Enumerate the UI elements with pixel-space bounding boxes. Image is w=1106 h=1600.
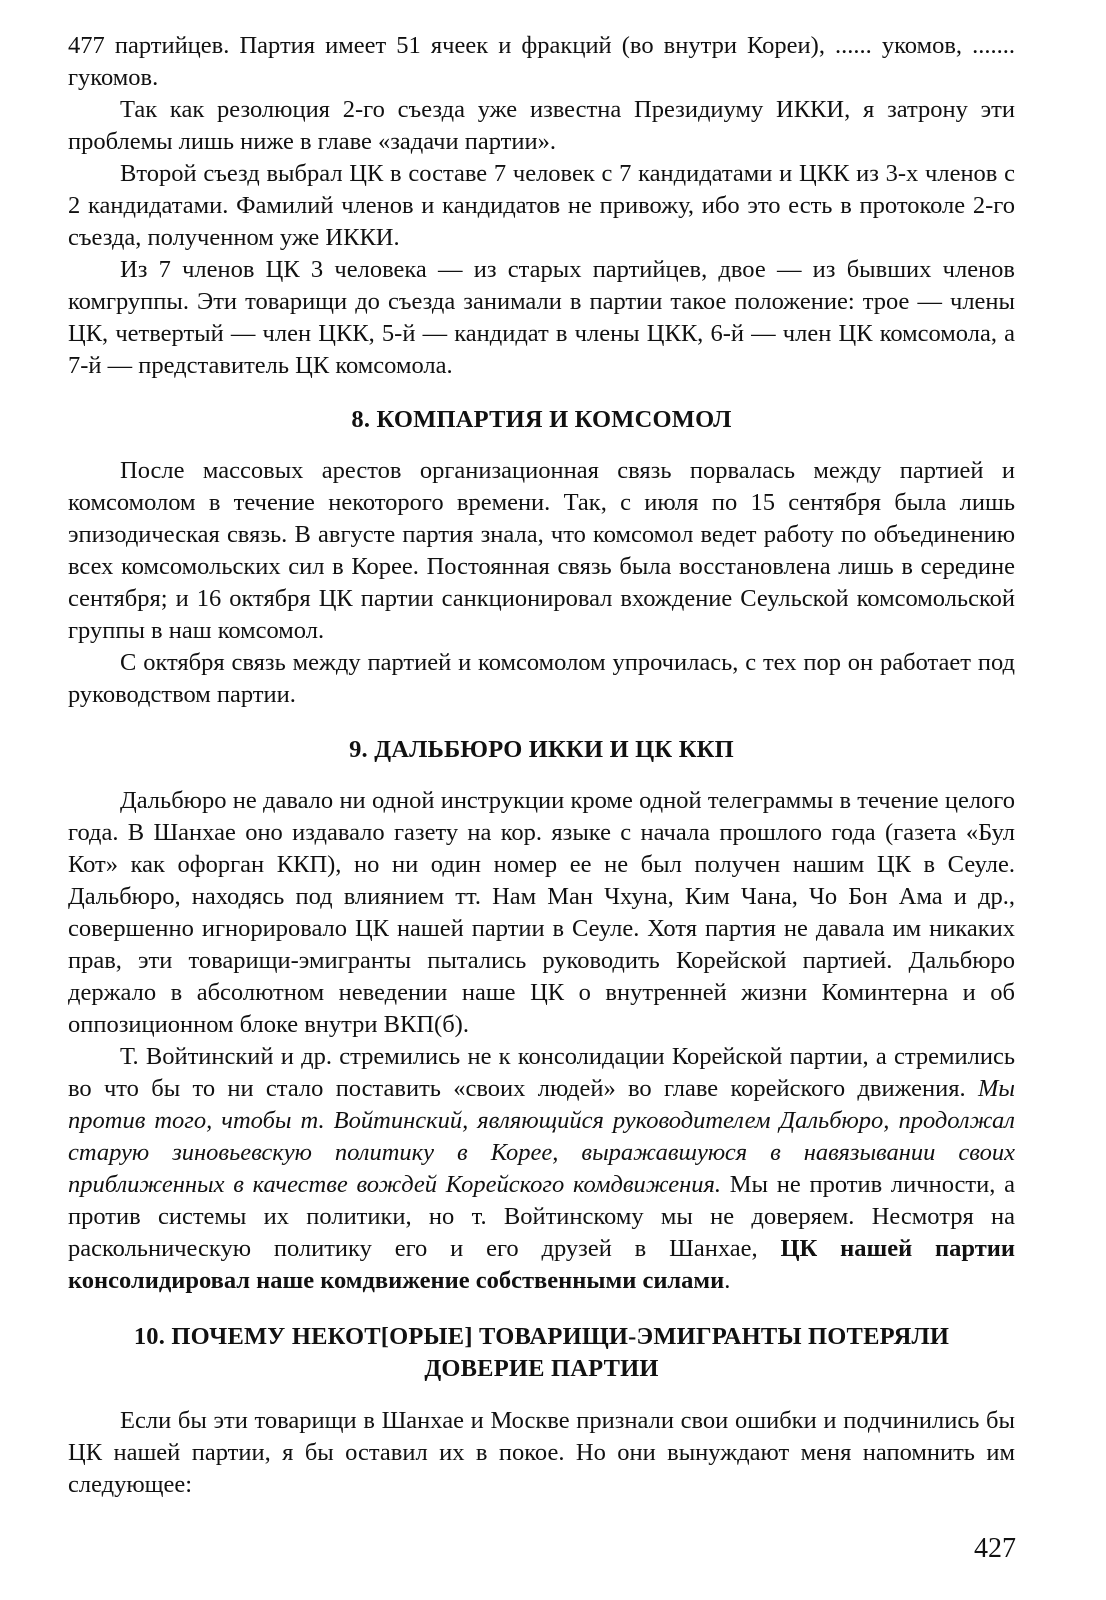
page-number: 427 [974, 1533, 1016, 1564]
paragraph-cc-members: Из 7 членов ЦК 3 человека — из старых партийцев, двое — из бывших членов комгруппы. Эти товарищи до съезда занимали в партии такое положение: трое — члены ЦК, четвертый — член ЦКК, 5-й — кандидат в члены ЦКК, 6-й — член ЦК комсомола, а 7-й — представитель ЦК комсомола. [68, 256, 1015, 379]
voitinsky-bold-text: ЦК нашей партии консолидировал наше комдвижение собственными силами [68, 1235, 1015, 1294]
paragraph-arrests-link: После массовых арестов организационная связь порвалась между партией и комсомолом в течение некоторого времени. Так, с июля по 15 сентября была лишь эпизодическая связь. В августе партия знала, что комсомол ведет работу по объединению всех комсомольских сил в Корее. Постоянная связь была восстановлена лишь в середине сентября; и 16 октября ЦК партии санкционировал вхождение Сеульской комсомольской группы в наш комсомол. [68, 457, 1015, 644]
section-heading-dalburo: 9. ДАЛЬБЮРО ИККИ И ЦК ККП [349, 736, 734, 763]
document-page [68, 30, 1015, 1501]
voitinsky-text-middle: Мы не против личности, а против системы их политики, но т. Войтинскому мы не доверяем. Несмотря на раскольническую политику его и его друзей в Шанхае, [68, 1171, 1015, 1262]
paragraph-emigrants-errors: Если бы эти товарищи в Шанхае и Москве признали свои ошибки и подчинились бы ЦК нашей партии, я бы оставил их в покое. Но они вынуждают меня напомнить им следующее: [68, 1407, 1015, 1498]
paragraph-cc-elected: Второй съезд выбрал ЦК в составе 7 человек с 7 кандидатами и ЦКК из 3-х членов с 2 кандидатами. Фамилий членов и кандидатов не привожу, ибо это есть в протоколе 2-го съезда, полученном уже ИККИ. [68, 160, 1015, 251]
section-heading-komsomol: 8. КОМПАРТИЯ И КОМСОМОЛ [351, 406, 732, 433]
voitinsky-italic-text: Мы против того, чтобы т. Войтинский, являющийся руководителем Дальбюро, продолжал старую зиновьевскую политику в Корее, выражавшуюся в навязывании своих приближенных в качестве вождей Корейского комдвижения. [68, 1075, 1015, 1198]
paragraph-dalburo-instructions: Дальбюро не давало ни одной инструкции кроме одной телеграммы в течение целого года. В Шанхае оно издавало газету на кор. языке с начала прошлого года (газета «Бул Кот» как офорган ККП), но ни один номер ее не был получен нашим ЦК в Сеуле. Дальбюро, находясь под влиянием тт. Нам Ман Чхуна, Ким Чана, Чо Бон Ама и др., совершенно игнорировало ЦК нашей партии в Сеуле. Хотя партия не давала им никаких прав, эти товарищи-эмигранты пытались руководить Корейской партией. Дальбюро держало в абсолютном неведении наше ЦК о внутренней жизни Коминтерна и об оппозиционном блоке внутри ВКП(б). [68, 787, 1015, 1038]
paragraph-voitinsky [68, 1041, 1015, 1297]
section-heading-emigrants [68, 1321, 1015, 1385]
paragraph-party-members: 477 партийцев. Партия имеет 51 ячеек и фракций (во внутри Кореи), ...... укомов, ....... гукомов. [68, 32, 1015, 91]
paragraph-link-strengthened: С октября связь между партией и комсомолом упрочилась, с тех пор он работает под руководством партии. [68, 649, 1015, 708]
voitinsky-text-end: . [724, 1267, 731, 1294]
heading-emigrants-line1: 10. ПОЧЕМУ НЕКОТ[ОРЫЕ] ТОВАРИЩИ-ЭМИГРАНТЫ ПОТЕРЯЛИ [133, 1323, 950, 1350]
paragraph-second-congress-resolution: Так как резолюция 2-го съезда уже известна Президиуму ИККИ, я затрону эти проблемы лишь ниже в главе «задачи партии». [68, 96, 1015, 155]
heading-emigrants-line2: ДОВЕРИЕ ПАРТИИ [424, 1355, 659, 1382]
voitinsky-text-start: Т. Войтинский и др. стремились не к консолидации Корейской партии, а стремились во что бы то ни стало поставить «своих людей» во главе корейского движения. [68, 1043, 1015, 1102]
